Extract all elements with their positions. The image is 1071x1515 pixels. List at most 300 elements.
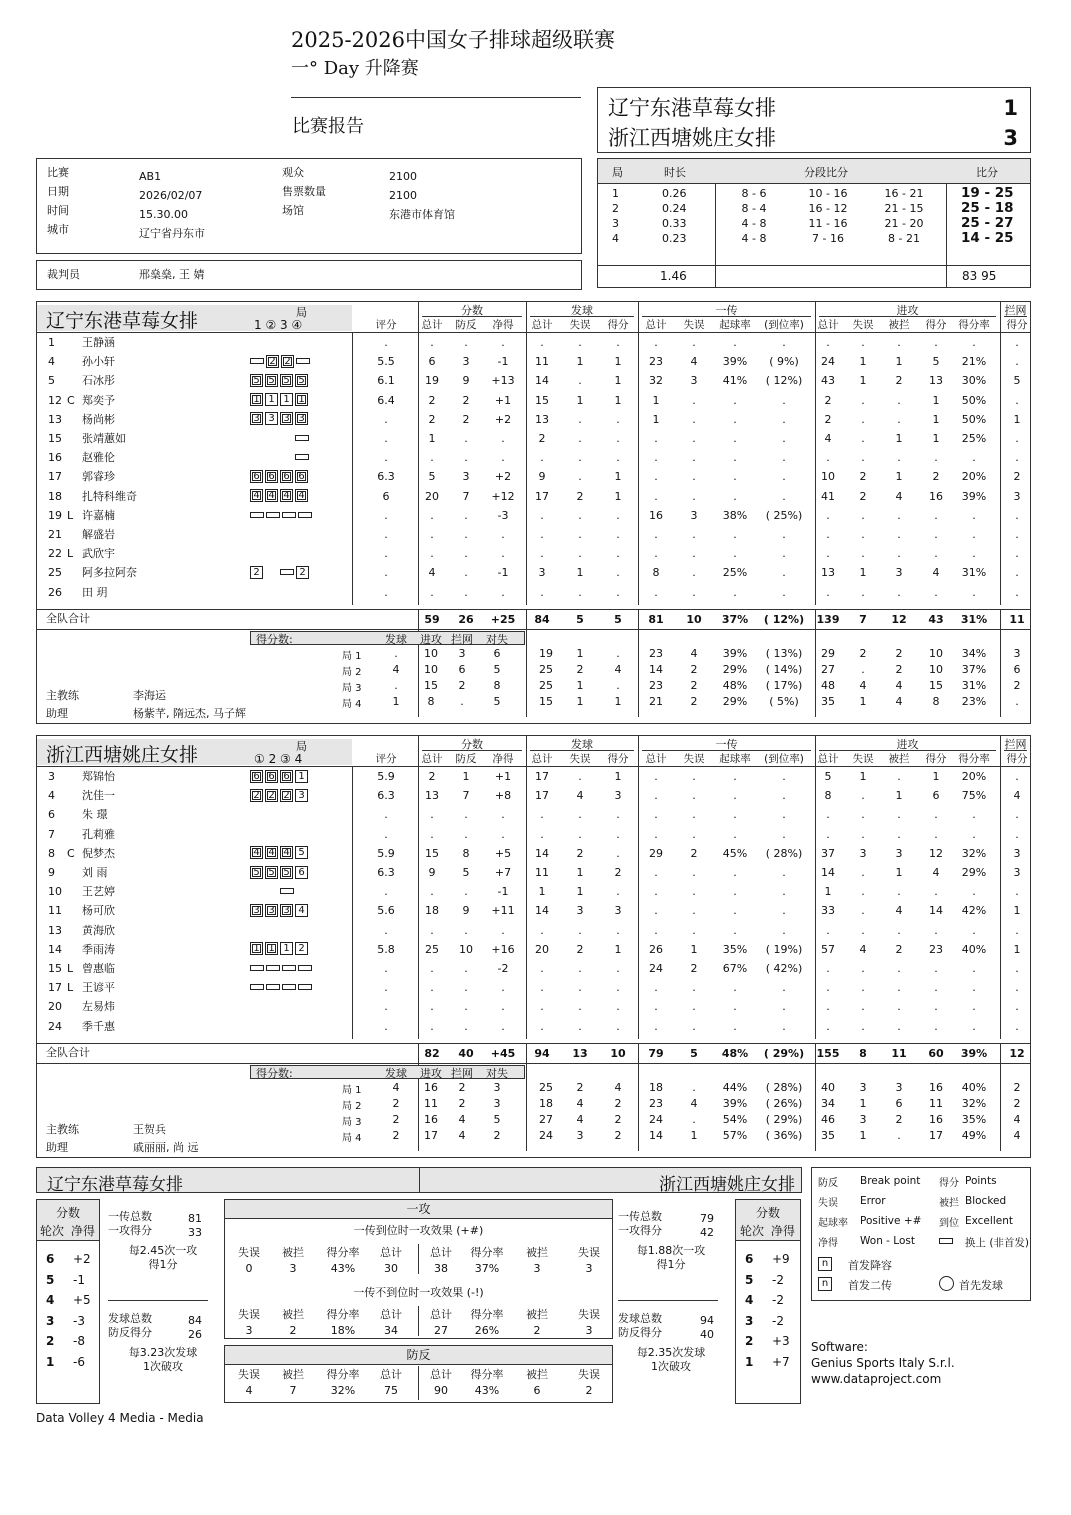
breakpoint-value: 43% (474, 1384, 500, 1397)
player-stat: . (578, 981, 582, 995)
player-stat: . (1015, 336, 1019, 349)
player-stat: 2 (576, 942, 584, 956)
set-stat: 29% (722, 694, 748, 708)
stat-col-header: 总计 (531, 319, 553, 331)
sideout-col-head: 失误 (238, 1308, 260, 1321)
player-number: 3 (48, 770, 55, 783)
player-stat: . (384, 923, 388, 937)
set-stat: 4 (614, 662, 622, 676)
player-stat: . (972, 885, 976, 899)
player-stat: . (1015, 1019, 1019, 1033)
player-stat: . (782, 489, 786, 503)
set-stat: 8 (932, 694, 940, 708)
player-stat: . (1015, 528, 1019, 541)
bench-marker (295, 454, 309, 460)
player-stat: . (861, 1000, 865, 1014)
score-by-value: . (394, 646, 398, 660)
player-stat: ( 9%) (769, 355, 799, 369)
player-stat: . (733, 336, 737, 349)
player-sets (250, 412, 310, 426)
set-stat: 1 (859, 694, 867, 708)
set-stat: 6 (895, 1096, 903, 1110)
sideout-sub2: 一传不到位时一攻效果 (-!) (353, 1286, 484, 1299)
player-stat: 9 (538, 470, 546, 484)
team-total: 31% (960, 612, 988, 626)
rotation-box: 1 (265, 942, 278, 955)
rotation-number: 3 (745, 1313, 754, 1328)
player-stat: . (578, 470, 582, 484)
player-stat: . (578, 1000, 582, 1014)
team-a-total-label: 全队合计 (46, 611, 90, 625)
player-sets (250, 884, 311, 898)
col-separator (526, 736, 527, 766)
player-stat: . (692, 547, 696, 561)
player-stat: 3 (895, 846, 903, 860)
set-partial-1: 8 - 4 (741, 202, 767, 215)
team-total: 79 (648, 1046, 664, 1060)
sideout-col-head: 得分率 (470, 1246, 504, 1259)
set-partial-2: 11 - 16 (808, 217, 848, 230)
player-stat: . (972, 1000, 976, 1014)
rotation-net: -1 (73, 1272, 85, 1287)
stat-group-1: 发球 (571, 304, 593, 317)
player-stat: . (934, 885, 938, 899)
player-stat: 5 (428, 470, 436, 484)
player-stat: 1 (932, 412, 940, 426)
team-total: 40 (458, 1046, 474, 1060)
team-total: 139 (816, 612, 840, 626)
player-stat: 33 (821, 904, 835, 918)
sideout-sub1: 一传到位时一攻效果 (+#) (353, 1224, 484, 1237)
legend-en: Points (965, 1175, 997, 1187)
stat-col-header: 被拦 (888, 753, 910, 765)
player-stat: +16 (491, 942, 515, 956)
set-stat: 15 (539, 694, 553, 708)
sideout-value: 3 (585, 1262, 593, 1275)
set-stat: 10 (929, 646, 943, 660)
player-stat: 32% (961, 846, 987, 860)
player-stat: 1 (859, 770, 867, 783)
col-separator (815, 332, 816, 605)
player-stat: . (578, 336, 582, 349)
player-stat: . (826, 585, 830, 599)
match-result-box (597, 87, 1031, 153)
player-stat: 5 (1013, 374, 1021, 388)
player-name: 武欣宇 (82, 547, 115, 561)
player-stat: . (692, 566, 696, 580)
player-stat: . (692, 923, 696, 937)
player-number: 4 (48, 355, 55, 369)
sideout-value: 2 (533, 1324, 541, 1337)
player-number: 9 (48, 866, 55, 879)
info-label-venue: 场馆 (282, 204, 304, 217)
summary-team-a: 辽宁东港草莓女排 (47, 1175, 183, 1195)
stat-col-header: (到位率) (764, 319, 804, 331)
player-stat: 6.3 (377, 789, 395, 803)
sideout-col-head: 总计 (430, 1308, 452, 1321)
player-number: 4 (48, 789, 55, 803)
player-stat: . (782, 981, 786, 995)
player-stat: . (733, 904, 737, 918)
player-stat: . (861, 336, 865, 349)
software-url[interactable]: www.dataproject.com (811, 1372, 942, 1386)
set-stat: 27 (539, 1112, 553, 1126)
bench-marker (250, 965, 264, 971)
player-stat: ( 28%) (765, 846, 803, 860)
set-scores-box (597, 158, 1031, 288)
player-stat: 4 (859, 942, 867, 956)
player-stat: . (782, 866, 786, 879)
player-stat: 9 (428, 866, 436, 879)
stat-group-0: 分数 (461, 738, 483, 751)
player-stat: 1 (895, 866, 903, 879)
footer-text: Data Volley 4 Media - Media (36, 1411, 204, 1425)
referee-label: 裁判员 (47, 268, 80, 281)
player-stat: . (540, 808, 544, 822)
score-by-value: 4 (458, 1128, 466, 1142)
set-stat: 1 (859, 1096, 867, 1110)
player-stat: . (897, 923, 901, 937)
player-stat: . (733, 789, 737, 803)
player-stat: . (826, 1000, 830, 1014)
player-stat: . (897, 336, 901, 349)
player-stat: . (826, 508, 830, 522)
assistant-label: 助理 (46, 706, 68, 720)
set-stat: 23 (649, 646, 663, 660)
legend-cn: 净得 (818, 1238, 838, 1249)
player-stat: . (578, 1019, 582, 1033)
player-stat: 2 (1013, 470, 1021, 484)
rotation-a-head-rot: 轮次 (40, 1224, 65, 1238)
player-stat: . (897, 885, 901, 899)
player-stat: . (464, 981, 468, 995)
player-stat: 7 (462, 789, 470, 803)
player-stat: . (1015, 566, 1019, 580)
score-by-value: 16 (424, 1112, 438, 1126)
set-stat: 54% (722, 1112, 748, 1126)
player-sets (250, 450, 311, 464)
empty-slot (265, 451, 278, 464)
sets-head-partial: 分段比分 (804, 166, 848, 179)
player-stat: . (1015, 827, 1019, 841)
bench-marker (298, 965, 312, 971)
set-stat: ( 5%) (769, 694, 799, 708)
b-serve-note-2: 1次破攻 (651, 1360, 691, 1373)
set-stat: ( 26%) (765, 1096, 803, 1110)
player-stat: 1 (538, 885, 546, 899)
player-stat: . (501, 432, 505, 445)
player-stat: 1 (462, 770, 470, 783)
player-stat: 5.5 (377, 355, 395, 369)
a-serve-bp-label: 防反得分 (108, 1326, 152, 1339)
team-a-team-title: 辽宁东港草莓女排 (46, 310, 199, 332)
player-name: 阿多拉阿奈 (82, 566, 137, 580)
player-role: C (67, 393, 75, 407)
set-stat: 4 (1013, 1112, 1021, 1126)
player-stat: . (578, 808, 582, 822)
match-info-box (36, 158, 582, 254)
player-stat: . (861, 962, 865, 975)
player-stat: . (733, 981, 737, 995)
rotation-box: 6 (265, 770, 278, 783)
sideout-value: 43% (330, 1262, 356, 1275)
player-stat: 2 (859, 470, 867, 484)
set-stat: 4 (859, 678, 867, 692)
set-number: 1 (612, 187, 619, 200)
legend-en: Won - Lost (860, 1235, 915, 1247)
player-stat: 21% (961, 355, 987, 369)
stat-col-header: 得分 (1006, 753, 1028, 765)
stat-col-header: 被拦 (888, 319, 910, 331)
player-sets (250, 565, 311, 579)
info-value-tickets: 2100 (389, 189, 417, 202)
player-stat: . (430, 1000, 434, 1014)
player-stat: . (692, 1000, 696, 1014)
rotation-box: 6 (280, 470, 293, 483)
player-stat: . (897, 508, 901, 522)
player-stat: . (934, 585, 938, 599)
stat-col-header: 失误 (683, 753, 705, 765)
score-by-value: 17 (424, 1128, 438, 1142)
player-stat: 2 (428, 770, 436, 783)
stat-group-4: 拦网 (1004, 738, 1027, 751)
player-stat: . (733, 1000, 737, 1014)
player-stat: 6.4 (377, 393, 395, 407)
player-stat: . (430, 1019, 434, 1033)
sideout-value: 18% (330, 1324, 356, 1337)
player-stat: . (616, 585, 620, 599)
set-stat: 6 (1013, 662, 1021, 676)
player-stat: . (972, 336, 976, 349)
player-stat: . (782, 528, 786, 541)
player-stat: . (782, 904, 786, 918)
player-stat: . (692, 393, 696, 407)
player-stat: . (826, 528, 830, 541)
legend-cn: 失误 (818, 1198, 838, 1209)
player-stat: . (692, 528, 696, 541)
player-stat: . (578, 528, 582, 541)
stat-group-3: 进攻 (896, 738, 919, 751)
player-stat: . (654, 585, 658, 599)
score-by-head: 拦网 (451, 632, 473, 646)
player-stat: 2 (614, 866, 622, 879)
player-stat: . (1015, 451, 1019, 465)
sideout-value: 0 (245, 1262, 253, 1275)
sideout-value: 3 (585, 1324, 593, 1337)
set-stat: 24 (649, 1112, 663, 1126)
score-by-value: . (394, 678, 398, 692)
col-separator (526, 332, 527, 605)
player-stat: . (972, 923, 976, 937)
player-stat: 13 (425, 789, 439, 803)
player-stat: . (578, 547, 582, 561)
player-name: 杨可欣 (82, 904, 115, 918)
player-stat: . (578, 412, 582, 426)
score-by-value: 5 (493, 694, 501, 708)
player-stat: . (782, 547, 786, 561)
legend-cn: 被拦 (939, 1198, 959, 1209)
breakpoint-col-head: 被拦 (526, 1368, 548, 1381)
player-stat: . (578, 827, 582, 841)
sideout-value: 3 (533, 1262, 541, 1275)
stat-col-header: 失误 (569, 319, 591, 331)
player-stat: . (464, 528, 468, 541)
player-stat: . (934, 981, 938, 995)
a-recv-points-label: 一攻得分 (108, 1224, 152, 1237)
player-stat: 57 (821, 942, 835, 956)
player-sets (250, 508, 314, 521)
legend-cn: 到位 (939, 1218, 959, 1229)
rotation-b-box (735, 1199, 801, 1404)
player-stat: 2 (462, 412, 470, 426)
player-stat: -1 (497, 566, 509, 580)
n-double-box-icon: n (818, 1277, 832, 1291)
set-row-label: 局 4 (342, 1132, 362, 1144)
player-stat: 25 (425, 942, 439, 956)
player-stat: 3 (859, 846, 867, 860)
rotation-net: +7 (772, 1354, 790, 1369)
player-stat: 3 (614, 789, 622, 803)
bench-marker (250, 984, 264, 990)
player-stat: . (464, 451, 468, 465)
team-total: 37% (721, 612, 749, 626)
player-name: 郭睿珍 (82, 470, 115, 484)
player-name: 杨尚彬 (82, 412, 115, 426)
set-partial-1: 8 - 6 (741, 187, 767, 200)
player-number: 20 (48, 1000, 62, 1014)
b-serve-total-label: 发球总数 (618, 1312, 662, 1325)
player-stat: . (782, 827, 786, 841)
team-b-team-title: 浙江西塘姚庄女排 (46, 744, 199, 766)
bench-marker (282, 512, 296, 518)
player-number: 21 (48, 528, 62, 541)
score-by-value: 3 (493, 1096, 501, 1110)
player-stat: . (861, 412, 865, 426)
player-stat: . (464, 885, 468, 899)
team-total: 11 (1009, 612, 1025, 626)
player-stat: . (654, 432, 658, 445)
player-stat: 1 (895, 432, 903, 445)
set-row-label: 局 4 (342, 698, 362, 710)
rotation-box: 5 (265, 866, 278, 879)
player-sets (250, 489, 310, 503)
player-stat: . (578, 432, 582, 445)
player-stat: -2 (497, 962, 509, 975)
player-stat: . (540, 981, 544, 995)
player-stat: . (654, 528, 658, 541)
set-duration: 0.23 (662, 232, 687, 245)
player-sets (250, 980, 314, 993)
player-stat: . (616, 827, 620, 841)
player-stat: . (578, 585, 582, 599)
player-stat: +2 (494, 470, 512, 484)
rotation-b-head-net: 净得 (771, 1224, 796, 1238)
player-stat: . (692, 808, 696, 822)
player-stat: 38% (722, 508, 748, 522)
rotation-box: 2 (250, 789, 263, 802)
player-stat: . (616, 846, 620, 860)
score-by-value: 2 (458, 1096, 466, 1110)
player-stat: . (384, 432, 388, 445)
player-stat: . (826, 808, 830, 822)
player-stat: 1 (614, 355, 622, 369)
score-by-value: 2 (392, 1096, 400, 1110)
player-stat: 13 (929, 374, 943, 388)
player-stat: . (692, 336, 696, 349)
player-stat: . (1015, 585, 1019, 599)
player-stat: . (616, 923, 620, 937)
player-stat: . (616, 528, 620, 541)
rotation-box: 1 (295, 770, 308, 783)
col-separator (1000, 736, 1001, 766)
player-stat: . (578, 923, 582, 937)
rotation-box: 2 (266, 355, 279, 368)
player-stat: . (430, 808, 434, 822)
player-stat: . (430, 585, 434, 599)
player-stat: 29% (961, 866, 987, 879)
player-stat: . (1015, 885, 1019, 899)
report-label: 比赛报告 (292, 116, 364, 137)
player-stat: 5.8 (377, 942, 395, 956)
set-stat: 14 (649, 662, 663, 676)
player-stat: 35% (722, 942, 748, 956)
player-stat: . (616, 336, 620, 349)
player-stat: +2 (494, 412, 512, 426)
player-stat: . (692, 585, 696, 599)
rotation-net: +2 (73, 1252, 91, 1266)
player-stat: . (826, 923, 830, 937)
player-stat: 7 (462, 489, 470, 503)
player-stat: . (897, 770, 901, 783)
player-stat: 3 (538, 566, 546, 580)
set-stat: 4 (614, 1080, 622, 1094)
rotation-number: 1 (745, 1354, 754, 1369)
player-stat: . (826, 547, 830, 561)
report-title: 2025-2026中国女子排球超级联赛 (291, 28, 615, 52)
player-stat: +5 (494, 846, 512, 860)
player-stat: 19 (425, 374, 439, 388)
player-stat: . (430, 962, 434, 975)
player-stat: 32 (649, 374, 663, 388)
set-stat: . (616, 678, 620, 692)
player-stat: . (897, 547, 901, 561)
player-stat: 6 (382, 489, 390, 503)
b-recv-note-2: 得1分 (656, 1258, 686, 1271)
player-stat: 2 (690, 846, 698, 860)
player-stat: . (733, 770, 737, 783)
set-duration: 0.33 (662, 217, 687, 230)
player-stat: . (430, 981, 434, 995)
b-serve-bp-label: 防反得分 (618, 1326, 662, 1339)
player-stat: . (464, 808, 468, 822)
player-stat: . (733, 885, 737, 899)
info-value-match: AB1 (139, 170, 162, 183)
col-separator (1000, 302, 1001, 332)
legend-box (811, 1167, 1031, 1301)
player-stat: . (861, 827, 865, 841)
team-total: 26 (458, 612, 474, 626)
set-stat: 23 (649, 678, 663, 692)
set-partial-3: 8 - 21 (888, 232, 920, 245)
stat-col-header: 总计 (421, 319, 443, 331)
stat-col-header: 得分 (607, 319, 629, 331)
team-total: 5 (690, 1046, 698, 1060)
set-stat: 29 (821, 646, 835, 660)
set-stat: 3 (895, 1080, 903, 1094)
player-stat: . (501, 336, 505, 349)
col-separator (352, 332, 353, 605)
player-stat: +1 (494, 770, 512, 783)
